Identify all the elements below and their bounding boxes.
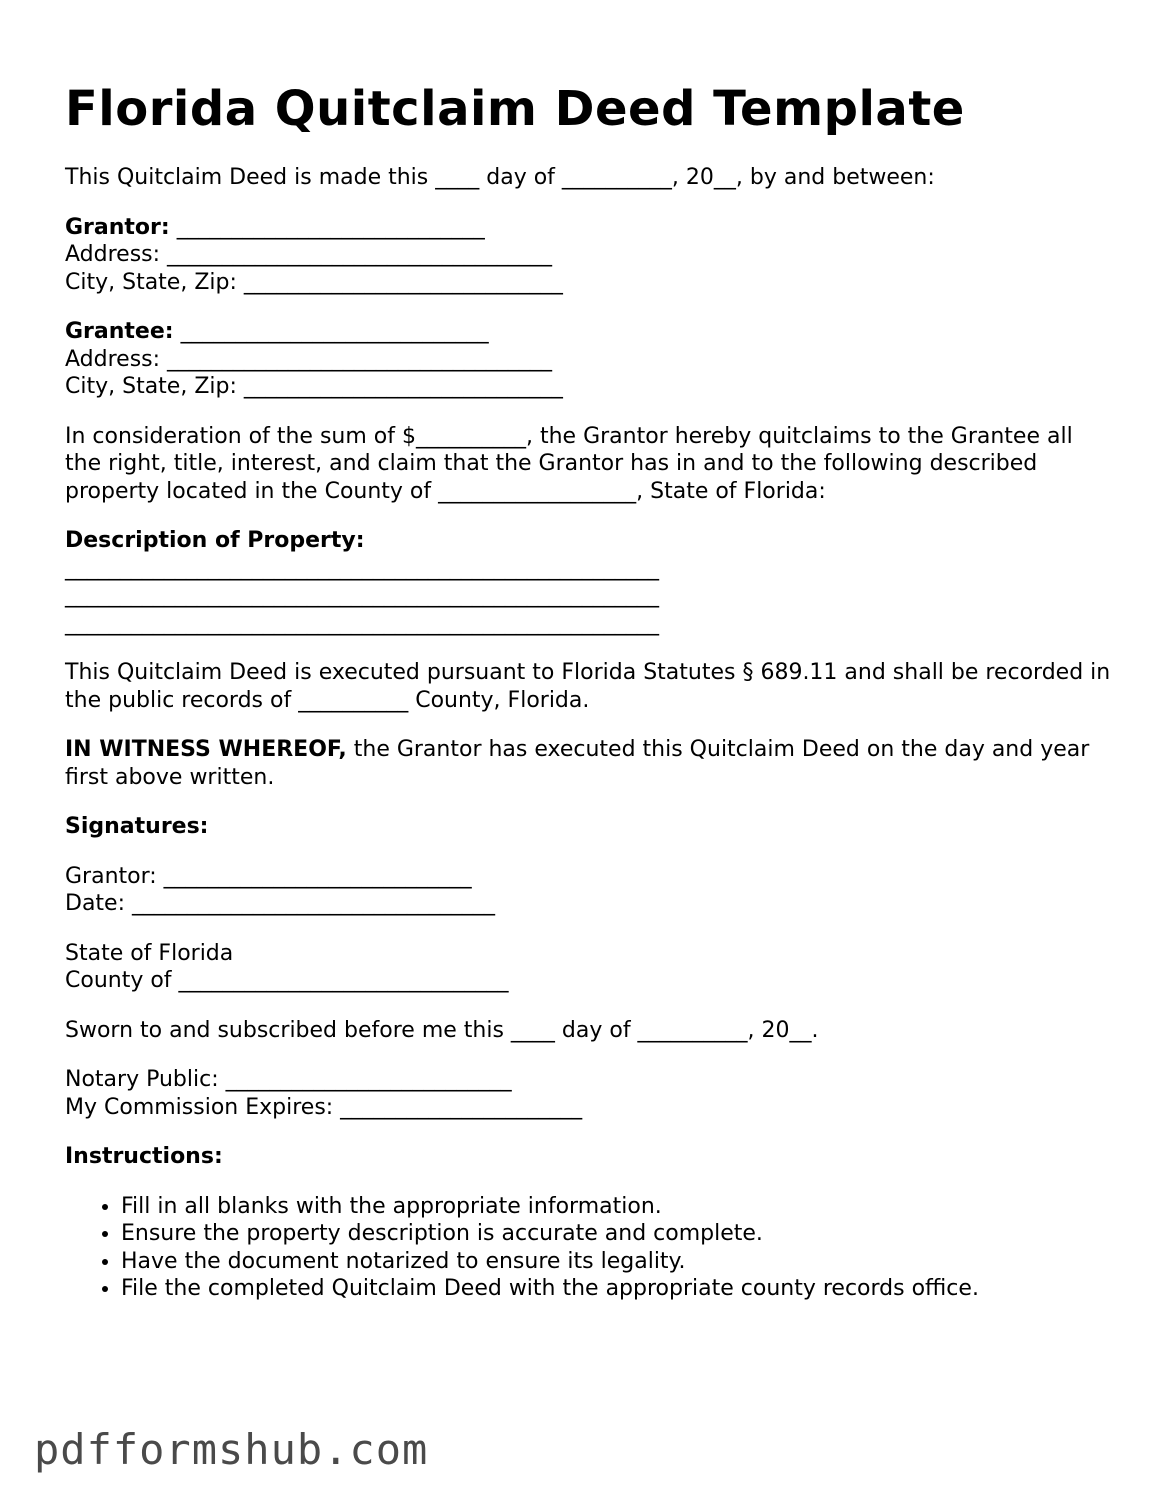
list-item: • Have the document notarized to ensure its legality. <box>121 1248 1115 1276</box>
witness-text: the Grantor has executed this Quitclaim Deed on the day and year first above written. <box>65 737 1090 790</box>
commission-expires-line: My Commission Expires: ______________________ <box>65 1094 583 1120</box>
signatures-heading: Signatures: <box>65 814 209 839</box>
grantor-signature-line: Grantor: ____________________________ <box>65 863 472 889</box>
witness-paragraph <box>65 736 1115 791</box>
grantor-block <box>65 214 1115 297</box>
state-county-block <box>65 940 1115 995</box>
site-watermark: pdfformshub.com <box>34 1425 429 1474</box>
instructions-list <box>65 1193 1115 1303</box>
notary-block <box>65 1066 1115 1121</box>
grantee-city: City, State, Zip: _____________________________ <box>65 374 563 399</box>
description-line: ______________________________________________________ <box>65 610 659 636</box>
description-line: ______________________________________________________ <box>65 583 659 608</box>
instructions-heading: Instructions: <box>65 1144 223 1169</box>
notary-public-line: Notary Public: __________________________ <box>65 1067 512 1092</box>
description-block <box>65 527 1115 637</box>
state-line: State of Florida <box>65 940 234 966</box>
grantor-city: City, State, Zip: _____________________________ <box>65 269 563 295</box>
grantor-address: Address: ___________________________________ <box>65 242 553 267</box>
grantor-signature-block <box>65 863 1115 918</box>
sworn-paragraph: Sworn to and subscribed before me this ____ day of __________, 20__. <box>65 1017 819 1043</box>
grantee-address: Address: ___________________________________ <box>65 346 553 372</box>
document-page <box>65 78 1115 1303</box>
grantee-label: Grantee: <box>65 319 174 344</box>
list-item: • Ensure the property description is accurate and complete. <box>121 1220 1115 1248</box>
list-item: • File the completed Quitclaim Deed with the appropriate county records office. <box>121 1275 1115 1303</box>
page-title: Florida Quitclaim Deed Template <box>65 81 965 137</box>
description-heading: Description of Property: <box>65 528 365 553</box>
statute-paragraph: This Quitclaim Deed is executed pursuant to Florida Statutes § 689.11 and shall be recorded in the public records of __________ County, Florida. <box>65 660 1111 713</box>
intro-paragraph: This Quitclaim Deed is made this ____ day of __________, 20__, by and between: <box>65 165 935 190</box>
grantor-name-line: ____________________________ <box>169 214 485 240</box>
signature-date-line: Date: _________________________________ <box>65 891 495 916</box>
county-line: County of ______________________________ <box>65 968 509 993</box>
grantee-name-line: ____________________________ <box>173 319 489 344</box>
witness-bold: IN WITNESS WHEREOF, <box>65 737 347 762</box>
description-line: ______________________________________________________ <box>65 555 659 581</box>
grantee-block <box>65 318 1115 401</box>
grantor-label: Grantor: <box>65 214 170 240</box>
list-item: • Fill in all blanks with the appropriate information. <box>121 1193 1115 1221</box>
consideration-paragraph: In consideration of the sum of $__________, the Grantor hereby quitclaims to the Grantee all the right, title, interest, and claim that the Grantor has in and to the following described property located in the County of __________________, State of Florida: <box>65 423 1073 504</box>
